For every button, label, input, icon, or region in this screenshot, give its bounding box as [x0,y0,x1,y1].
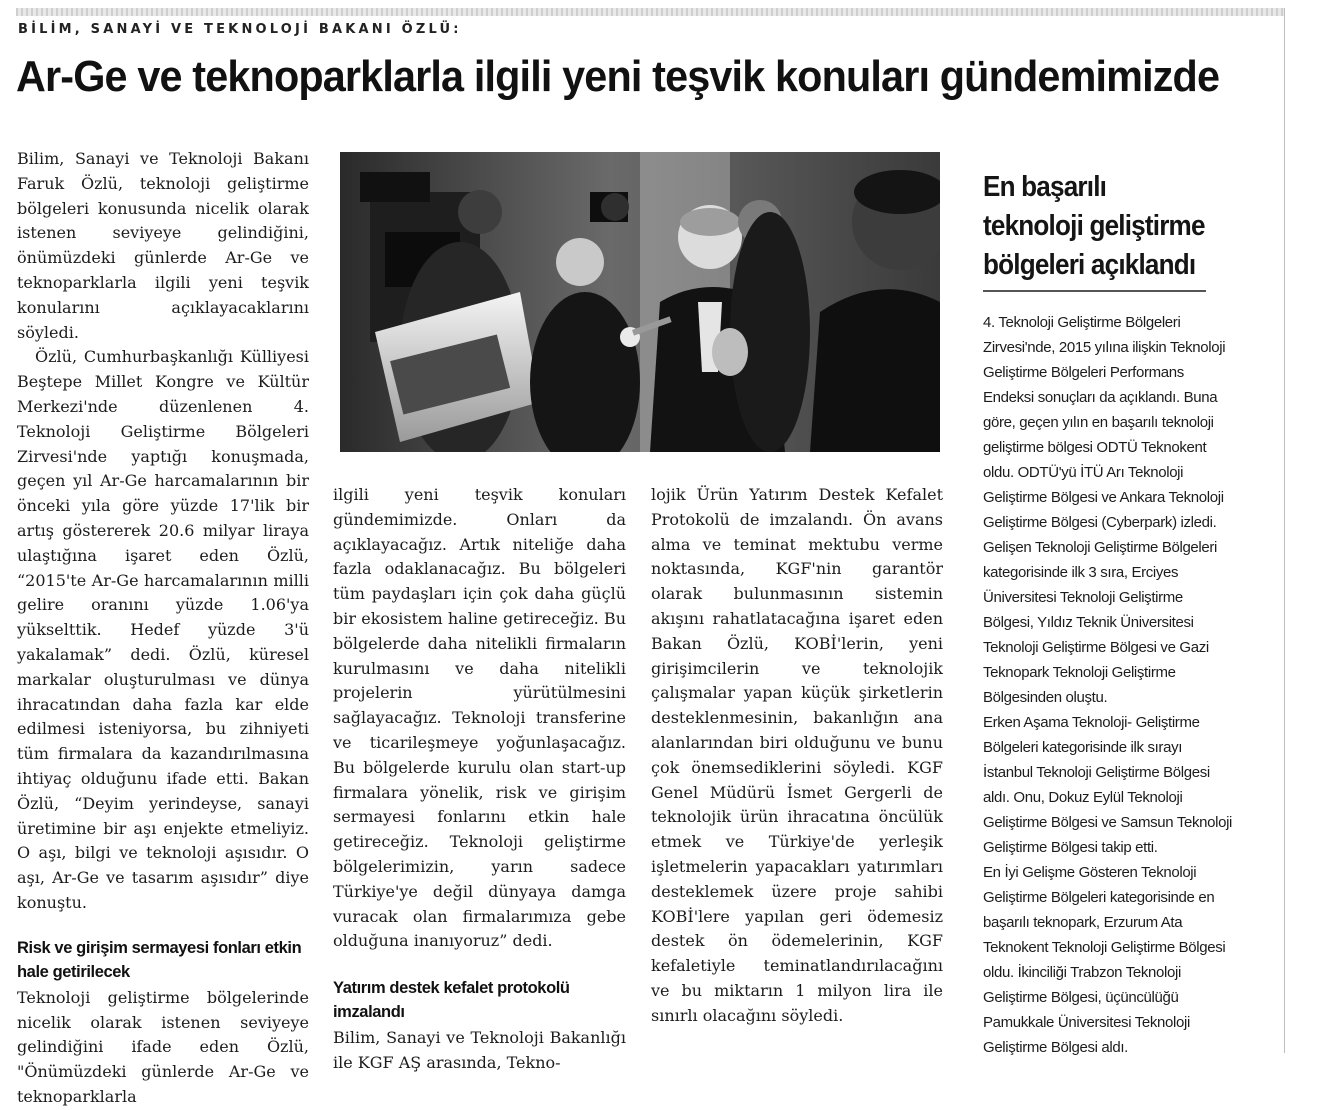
sidebar-paragraph: 4. Teknoloji Geliştirme Bölgeleri Zirvesi'nde, 2015 yılına ilişkin Teknoloji Geliştirme Bölgeleri Performans Endeksi sonuçları da açıklandı. Buna göre, geçen yılın en başarılı teknoloji geliştirme bölgesi ODTÜ Teknokent oldu. ODTÜ'yü İTÜ Arı Teknoloji Geliştirme Bölgesi ve Ankara Teknoloji Geliştirme Bölgesi (Cyberpark) izledi. Gelişen Teknoloji Geliştirme Bölgeleri kategorisinde ilk 3 sıra, Erciyes Üniversitesi Teknoloji Geliştirme Bölgesi, Yıldız Teknik Üniversitesi Teknoloji Geliştirme Bölgesi ve Gazi Teknopark Teknoloji Geliştirme Bölgesinden oluştu. [983,314,1226,706]
sidebar-paragraph: Erken Aşama Teknoloji- Geliştirme Bölgeleri kategorisinde ilk sırayı İstanbul Teknoloji Geliştirme Bölgesi aldı. Onu, Dokuz Eylül Teknoloji Geliştirme Bölgesi ve Samsun Teknoloji Geliştirme Bölgesi takip etti. [983,714,1233,856]
paragraph: ilgili yeni teşvik konuları gündemimizde. Onları da açıklayacağız. Artık niteliğe daha fazla odaklanacağız. Bu bölgeleri tüm paydaşları için çok daha güçlü bir ekosistem haline getireceğiz. Bu bölgelerde daha nitelikli firmaların kurulmasını ve daha nitelikli projelerin yürütülmesini sağlayacağız. Teknoloji transferine ve ticarileşmeye yoğunlaşacağız. Bu bölgelerde kurulu olan start-up firmalara yönelik, risk ve girişim sermayesi fonlarını etkin hale getireceğiz. Teknoloji geliştirme bölgelerimizin, yarın sadece Türkiye'ye değil dünyaya damga vuracak olan firmalarımıza gebe olduğuna inanıyoruz” dedi. [333,485,626,951]
sidebar-rule [983,290,1206,292]
headline: Ar-Ge ve teknoparklarla ilgili yeni teşvik konuları gündemimizde [16,52,1220,101]
article-column-2 [333,483,626,1076]
press-event-photo-illustration [340,152,940,452]
article-column-1 [17,147,309,1110]
sidebar-paragraph: En İyi Gelişme Gösteren Teknoloji Geliştirme Bölgeleri kategorisinde en başarılı teknopark, Erzurum Ata Teknokent Teknoloji Geliştirme Bölgesi oldu. İkinciliği Trabzon Teknoloji Geliştirme Bölgesi, üçüncülüğü Pamukkale Üniversitesi Teknoloji Geliştirme Bölgesi aldı. [983,864,1226,1056]
paragraph: Özlü, Cumhurbaşkanlığı Külliyesi Beştepe Millet Kongre ve Kültür Merkezi'nde düzenlenen 4. Teknoloji Geliştirme Bölgeleri Zirvesi'nde yaptığı konuşmada, geçen yıl Ar-Ge harcamalarının bir önceki yıla göre yüzde 17'lik bir artış göstererek 20.6 milyar liraya ulaştığına işaret eden Özlü, “2015'te Ar-Ge harcamalarının milli gelire oranını yüzde 1.06'ya yükselttik. Hedef yüzde 3'ü yakalamak” dedi. Özlü, küresel markalar oluşturulması ve dünya ihracatından daha fazla kar elde edilmesi isteniyorsa, bu zihniyeti tüm firmalara da kazandırılmasına ihtiyaç olduğunu ifade etti. Bakan Özlü, “Deyim yerindeyse, sanayi üretimine bir aşı enjekte etmeliyiz. O aşı, bilgi ve teknoloji aşısıdır. O aşı, Ar-Ge ve tasarım aşısıdır” diye konuştu. [17,347,309,912]
kicker: BİLİM, SANAYİ VE TEKNOLOJİ BAKANI ÖZLÜ: [18,22,462,37]
article-column-3 [651,483,943,1029]
sidebar-title-line: teknoloji geliştirme [983,210,1205,242]
news-photo [340,152,940,452]
subheading: Risk ve girişim sermayesi fonları etkin hale getirilecek [17,938,302,981]
sidebar-title-line: En başarılı [983,171,1107,203]
paragraph: lojik Ürün Yatırım Destek Kefalet Protokolü de imzalandı. Ön avans alma ve teminat mektubu verme noktasında, KGF'nin garantör olarak bulunmasının sistemin akışını rahatlatacağına işaret eden Bakan Özlü, KOBİ'lerin, yeni girişimcilerin ve teknolojik çalışmalar yapan küçük şirketlerin desteklenmesinin, bakanlığın ana alanlarından biri olduğunu ve bunu çok önemsediklerini söyledi. KGF Genel Müdürü İsmet Gergerli de teknolojik ürün ihracatına öncülük etmek ve Türkiye'de yerleşik işletmelerin yapacakları yatırımları desteklemek üzere proje sahibi KOBİ'lere yapılan geri ödemesiz destek ön ödemelerinin, KGF kefaletiyle teminatlandırılacağını ve bu miktarın 1 milyon lira ile sınırlı olacağını söyledi. [651,485,943,1025]
paragraph: Bilim, Sanayi ve Teknoloji Bakanlığı ile KGF AŞ arasında, Tekno- [333,1028,626,1072]
column-rule [1284,8,1285,1053]
sidebar-title-line: bölgeleri açıklandı [983,249,1196,281]
sidebar-body [983,310,1235,1060]
subheading: Yatırım destek kefalet protokolü imzalandı [333,979,570,1022]
sidebar-title [983,168,1210,285]
paragraph: Teknoloji geliştirme bölgelerinde nicelik olarak istenen seviyeye gelindiğini ifade eden Özlü, "Önümüzdeki günlerde Ar-Ge ve teknoparklarla [17,987,309,1106]
paragraph: Bilim, Sanayi ve Teknoloji Bakanı Faruk Özlü, teknoloji geliştirme bölgeleri konusunda nicelik olarak istenen seviyeye gelindiğini, önümüzdeki günlerde Ar-Ge ve teknoparklarla ilgili yeni teşvik konularını açıklayacaklarını söyledi. [17,149,309,342]
top-scan-strip [16,8,1284,16]
sidebar-box [983,168,1235,1060]
